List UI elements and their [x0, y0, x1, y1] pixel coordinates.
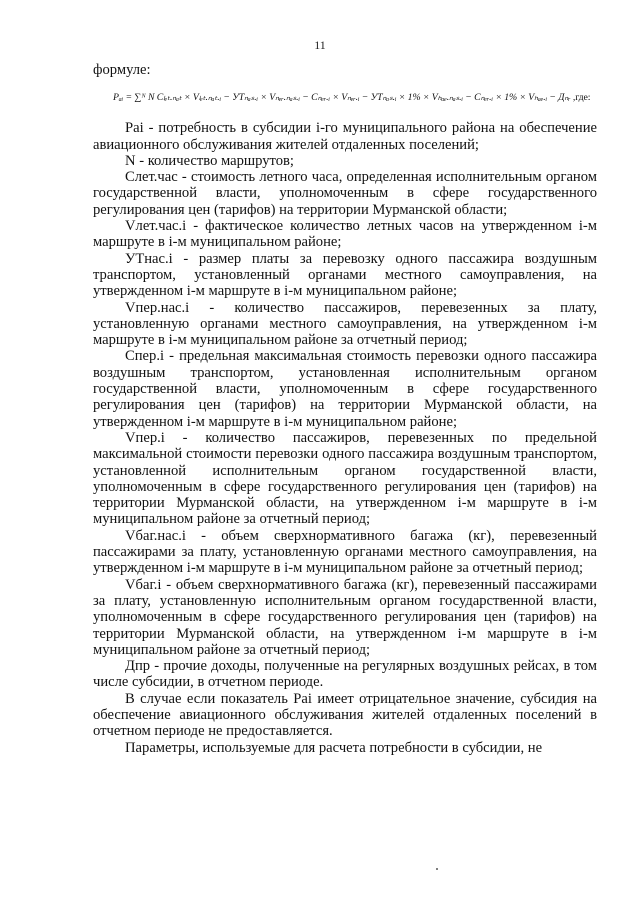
definition-v-flight-hours: Vлет.час.i - фактическое количество летных часов на утвержденном i-м маршруте в i-м муниципальном районе; — [93, 218, 597, 251]
document-body — [93, 62, 597, 756]
definition-n: N - количество маршрутов; — [125, 152, 294, 169]
definition-c-max-fare: Cпер.i - предельная максимальная стоимость перевозки одного пассажира воздушным транспортом, установленная исполнительным органом государственной власти, уполномоченным в сфере государственного регулирования цен (тарифов) на территории Мурманской области, на утвержденном i-м маршруте в i-м муниципальном районе; — [93, 348, 597, 430]
formula-suffix: где: — [575, 92, 591, 104]
scan-speck — [436, 868, 438, 870]
page-number: 11 — [314, 38, 326, 52]
parameters-paragraph: Параметры, используемые для расчета потребности в субсидии, не — [125, 739, 543, 756]
formula-expression: Pₐᵢ = ∑ᴺ N Cₗₑₜ.ₙₐₜ × Vₗₑₜ.ₙₐₜ.ᵢ − УТₙₐₛ.ᵢ × Vₙₑᵣ.ₙₐₛ.ᵢ − Cₙₑᵣ.ᵢ × Vₙₑᵣ.ᵢ − УТₙₐₛ.ᵢ × 1% × Vₕₐₑ.ₙₐₛ.ᵢ − Cₙₑᵣ.ᵢ × 1% × Vₕₐₑ.ᵢ − Дₙᵣ , — [113, 92, 576, 104]
definition-v-baggage: Vбаг.i - объем сверхнормативного багажа (кг), перевезенный пассажирами за плату, установленную исполнительным органом государственной власти, уполномоченным в сфере государственного регулирования цен (тарифов) на территории Мурманской области, на утвержденном i-м маршруте в i-м муниципальном районе за отчетный период; — [93, 576, 597, 658]
definition-v-passengers-max: Vпер.i - количество пассажиров, перевезенных по предельной максимальной стоимости перевозки одного пассажира воздушным транспортом, установленной исполнительным органом государственной власти, уполномоченным в сфере государственного регулирования цен (тарифов) на территории Мурманской области, на утвержденном i-м маршруте в i-м муниципальном районе за отчетный период; — [93, 429, 597, 528]
negative-value-clause: В случае если показатель Pai имеет отрицательное значение, субсидия на обеспечение авиационного обслуживания жителей отдаленных поселений в отчетном периоде не предоставляется. — [93, 690, 597, 740]
definition-pai: Pai - потребность в субсидии i-го муниципального района на обеспечение авиационного обслуживания жителей отдаленных поселений; — [93, 120, 597, 153]
subsidy-formula — [113, 90, 597, 114]
definition-ut-fare: УТнас.i - размер платы за перевозку одного пассажира воздушным транспортом, установленный органами местного самоуправления, на утвержденном i-м маршруте в i-м муниципальном районе; — [93, 250, 597, 300]
definition-other-income: Дпр - прочие доходы, полученные на регулярных воздушных рейсах, в том числе субсидии, в отчетном периоде. — [93, 658, 597, 691]
definition-v-baggage-local: Vбаг.нас.i - объем сверхнормативного багажа (кг), перевезенный пассажирами за плату, установленную органами местного самоуправления, на утвержденном i-м маршруте в i-м муниципальном районе за отчетный период; — [93, 527, 597, 577]
definition-c-flight-hour: Cлет.час - стоимость летного часа, определенная исполнительным органом государственной власти, уполномоченным в сфере государственного регулирования цен (тарифов) на территории Мурманской области; — [93, 169, 597, 218]
definition-v-passengers-local: Vпер.нас.i - количество пассажиров, перевезенных за плату, установленную органами местного самоуправления, на утвержденном i-м маршруте в i-м муниципальном районе за отчетный период; — [93, 299, 597, 349]
intro-text: формуле: — [93, 62, 151, 78]
